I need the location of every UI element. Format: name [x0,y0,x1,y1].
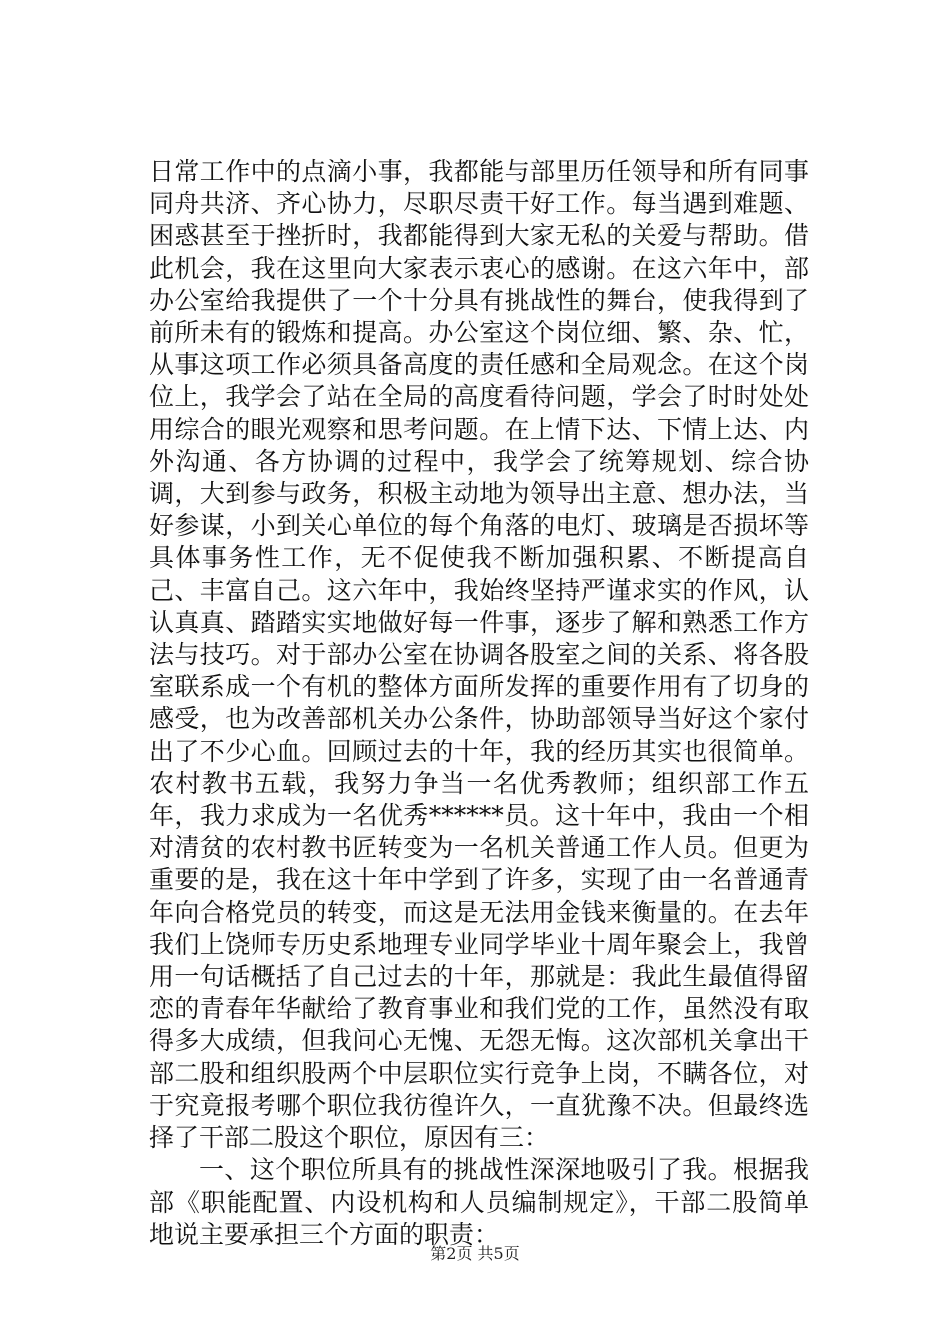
document-body [149,156,809,1251]
paragraph-2: 一、这个职位所具有的挑战性深深地吸引了我。根据我部《职能配置、内设机构和人员编制规定》，干部二股简单地说主要承担三个方面的职责： [149,1155,809,1249]
paragraph-1: 日常工作中的点滴小事，我都能与部里历任领导和所有同事同舟共济、齐心协力，尽职尽责干好工作。每当遇到难题、困惑甚至于挫折时，我都能得到大家无私的关爱与帮助。借此机会，我在这里向大家表示衷心的感谢。在这六年中，部办公室给我提供了一个十分具有挑战性的舞台，使我得到了前所未有的锻炼和提高。办公室这个岗位细、繁、杂、忙，从事这项工作必须具备高度的责任感和全局观念。在这个岗位上，我学会了站在全局的高度看待问题，学会了时时处处用综合的眼光观察和思考问题。在上情下达、下情上达、内外沟通、各方协调的过程中，我学会了统筹规划、综合协调，大到参与政务，积极主动地为领导出主意、想办法，当好参谋，小到关心单位的每个角落的电灯、玻璃是否损坏等具体事务性工作，无不促使我不断加强积累、不断提高自己、丰富自己。这六年中，我始终坚持严谨求实的作风，认认真真、踏踏实实地做好每一件事，逐步了解和熟悉工作方法与技巧。对于部办公室在协调各股室之间的关系、将各股室联系成一个有机的整体方面所发挥的重要作用有了切身的感受，也为改善部机关办公条件，协助部领导当好这个家付出了不少心血。回顾过去的十年，我的经历其实也很简单。农村教书五载，我努力争当一名优秀教师；组织部工作五年，我力求成为一名优秀******员。这十年中，我由一个相对清贫的农村教书匠转变为一名机关普通工作人员。但更为重要的是，我在这十年中学到了许多，实现了由一名普通青年向合格党员的转变，而这是无法用金钱来衡量的。在去年我们上饶师专历史系地理专业同学毕业十周年聚会上，我曾用一句话概括了自己过去的十年，那就是：我此生最值得留恋的青春年华献给了教育事业和我们党的工作，虽然没有取得多大成绩，但我问心无愧、无怨无悔。这次部机关拿出干部二股和组织股两个中层职位实行竞争上岗，不瞒各位，对于究竟报考哪个职位我彷徨许久，一直犹豫不决。但最终选择了干部二股这个职位，原因有三： [149,157,809,1153]
page-footer: 第2页 共5页 [430,1244,520,1263]
